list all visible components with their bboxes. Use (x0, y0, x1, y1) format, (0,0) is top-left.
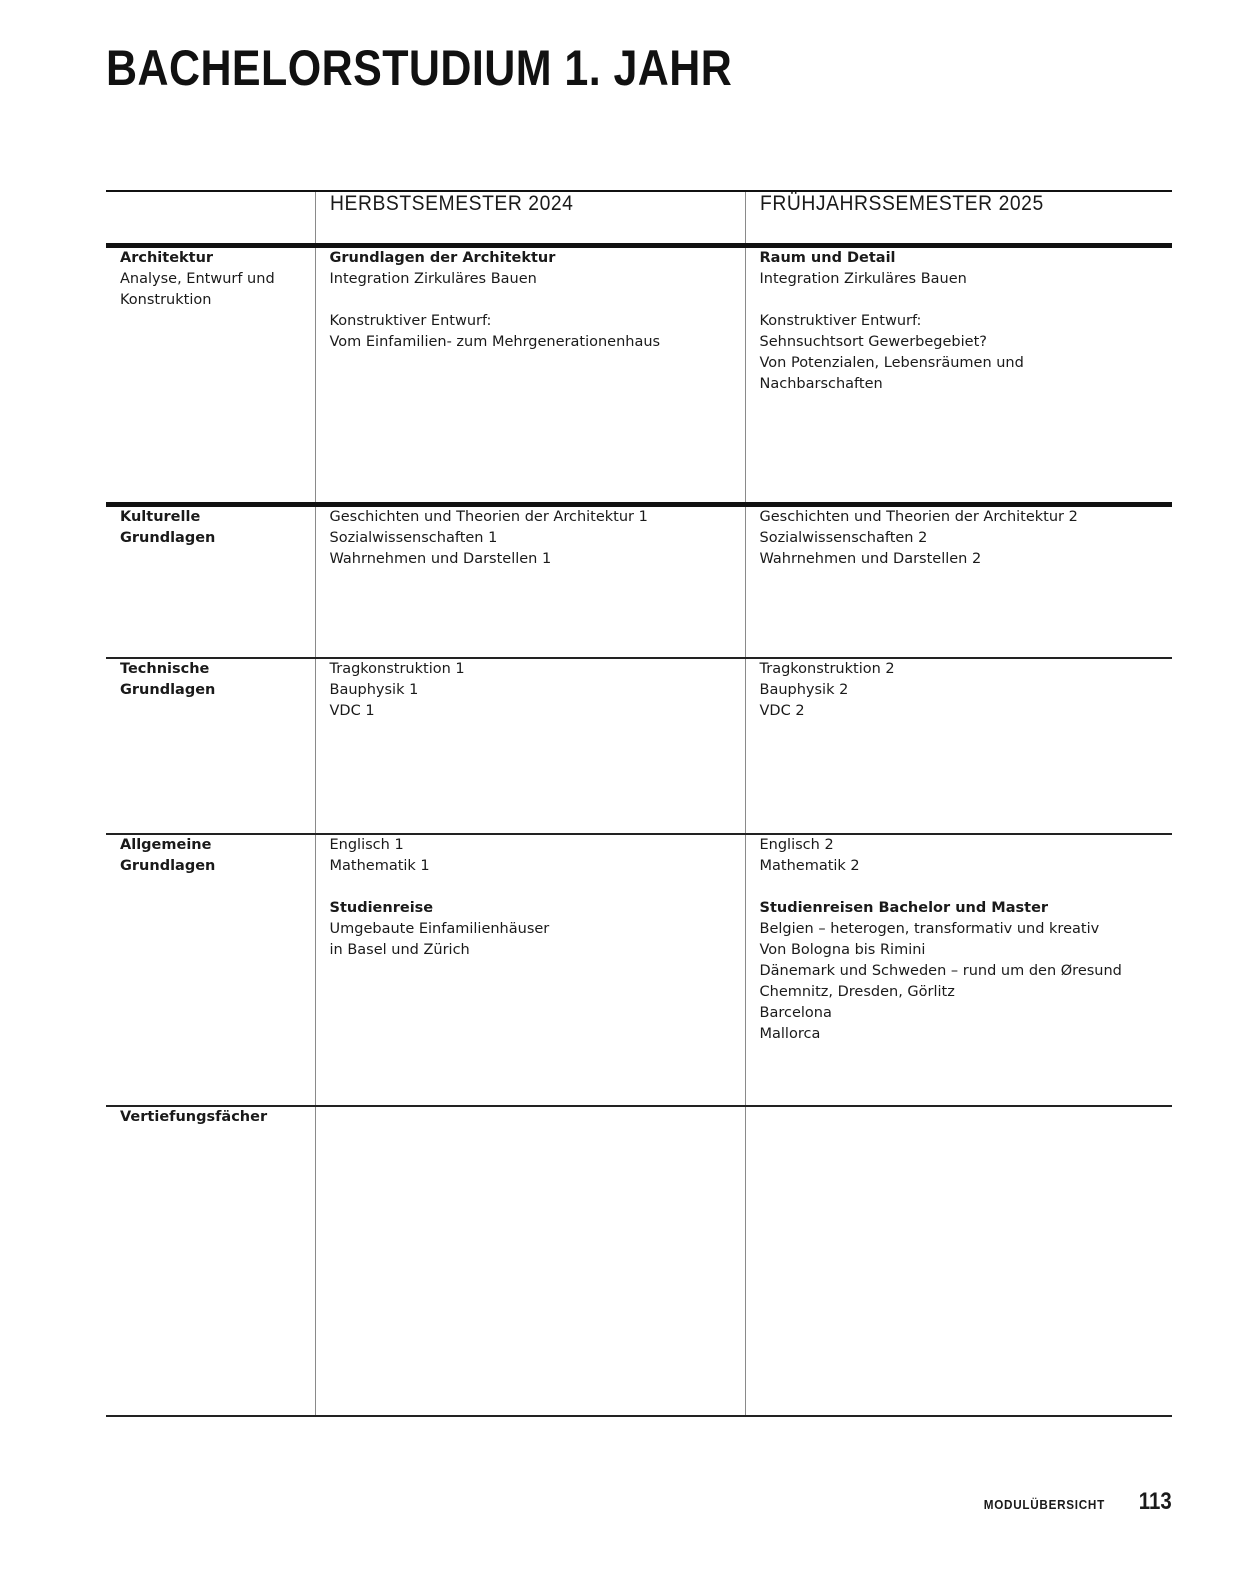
header-empty-cell (106, 191, 315, 245)
module-line: Englisch 2 (759, 837, 834, 853)
row-label-vertiefungsfaecher (106, 1106, 315, 1416)
page-number: 113 (1139, 1488, 1172, 1515)
footer-section-label: MODULÜBERSICHT (984, 1497, 1106, 1512)
row-title: Allgemeine Grundlagen (120, 837, 216, 874)
cell-allgemeine-hs (315, 834, 745, 1106)
table-row (106, 1106, 1172, 1416)
module-line: Vom Einfamilien- zum Mehrgenerationenhaus (329, 333, 661, 350)
module-line: Nachbarschaften (759, 375, 883, 392)
cell-architektur-fs (745, 245, 1172, 504)
module-heading: Studienreise (329, 900, 434, 916)
table-row (106, 658, 1172, 834)
module-line: VDC 1 (329, 703, 375, 719)
cell-kulturelle-fs (745, 504, 1172, 658)
module-line: Integration Zirkuläres Bauen (759, 270, 967, 287)
module-heading: Studienreisen Bachelor und Master (759, 900, 1049, 916)
module-line: Mathematik 1 (329, 858, 430, 874)
module-line: Konstruktiver Entwurf: (759, 312, 922, 329)
module-line: Konstruktiver Entwurf: (329, 312, 492, 329)
module-table (106, 190, 1172, 1417)
row-title: Technische Grundlagen (120, 661, 216, 698)
module-line: Sehnsuchtsort Gewerbegebiet? (759, 333, 987, 350)
module-line: Geschichten und Theorien der Architektur 1 (329, 508, 648, 525)
module-line: VDC 2 (759, 703, 805, 719)
row-label-allgemeine-grundlagen (106, 834, 315, 1106)
module-line: Bauphysik 1 (329, 682, 419, 698)
trip-item: Chemnitz, Dresden, Görlitz (759, 984, 955, 1000)
row-subtitle: Konstruktion (120, 291, 212, 308)
trip-item: Mallorca (759, 1026, 821, 1042)
row-title: Kulturelle Grundlagen (120, 508, 216, 546)
trip-item: Belgien – heterogen, transformativ und kreativ (759, 921, 1100, 937)
module-line: Tragkonstruktion 1 (329, 661, 465, 677)
module-line: Integration Zirkuläres Bauen (329, 270, 537, 287)
table-row (106, 245, 1172, 504)
cell-allgemeine-fs (745, 834, 1172, 1106)
page-title: BACHELORSTUDIUM 1. JAHR (106, 40, 733, 96)
module-line: Wahrnehmen und Darstellen 2 (759, 550, 982, 567)
module-line: Sozialwissenschaften 2 (759, 529, 928, 546)
row-label-kulturelle-grundlagen (106, 504, 315, 658)
row-title: Architektur (120, 249, 214, 266)
module-line: Englisch 1 (329, 837, 404, 853)
trip-item: Dänemark und Schweden – rund um den Øresund (759, 963, 1122, 979)
module-heading: Raum und Detail (759, 249, 896, 266)
cell-technische-hs (315, 658, 745, 834)
table-row (106, 834, 1172, 1106)
module-line: Umgebaute Einfamilienhäuser (329, 921, 550, 937)
module-line: Von Potenzialen, Lebensräumen und (759, 354, 1024, 371)
header-herbstsemester: HERBSTSEMESTER 2024 (315, 191, 745, 245)
module-line: Bauphysik 2 (759, 682, 849, 698)
header-fruehjahrssemester: FRÜHJAHRSSEMESTER 2025 (745, 191, 1172, 245)
row-title: Vertiefungsfächer (120, 1109, 268, 1125)
trip-item: Von Bologna bis Rimini (759, 942, 926, 958)
row-label-technische-grundlagen (106, 658, 315, 834)
cell-technische-fs (745, 658, 1172, 834)
module-line: Wahrnehmen und Darstellen 1 (329, 550, 552, 567)
module-line: Tragkonstruktion 2 (759, 661, 895, 677)
module-line: in Basel und Zürich (329, 942, 470, 958)
module-line: Geschichten und Theorien der Architektur 2 (759, 508, 1078, 525)
cell-architektur-hs (315, 245, 745, 504)
row-label-architektur (106, 245, 315, 504)
page-footer (977, 1488, 1172, 1516)
module-line: Mathematik 2 (759, 858, 860, 874)
cell-vertiefung-hs (315, 1106, 745, 1416)
module-heading: Grundlagen der Architektur (329, 249, 556, 266)
cell-kulturelle-hs (315, 504, 745, 658)
trip-item: Barcelona (759, 1005, 832, 1021)
row-subtitle: Analyse, Entwurf und (120, 270, 275, 287)
table-header-row (106, 191, 1172, 245)
table-row (106, 504, 1172, 658)
module-line: Sozialwissenschaften 1 (329, 529, 498, 546)
cell-vertiefung-fs (745, 1106, 1172, 1416)
